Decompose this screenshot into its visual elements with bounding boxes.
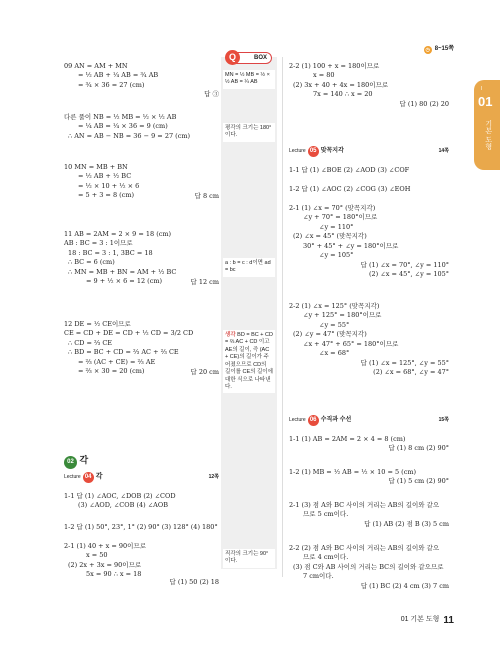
l04-q12 — [64, 523, 219, 532]
line: ∠y + 70° = 180°이므로 — [303, 213, 378, 222]
lecture-04-header — [64, 472, 219, 483]
line: (2) 3x + 40 + 4x = 180이므로 — [293, 80, 389, 89]
line: 2-2 (1) 100 + x = 180이므로 — [289, 62, 380, 70]
box-note: 평각의 크기는 180°이다. — [223, 123, 275, 142]
answer: 답 (1) AB (2) 점 B (3) 5 cm — [364, 519, 449, 528]
line: = ½ AB + ½ BC — [78, 172, 132, 181]
l06-q21 — [289, 501, 449, 529]
l05-q12: 1-2 답 (1) ∠AOC (2) ∠COG (3) ∠EOH — [289, 185, 411, 193]
lecture-06-header — [289, 415, 449, 426]
line: 므로 5 cm이다. — [303, 510, 349, 519]
lecture-title: 맞꼭지각 — [320, 147, 344, 154]
lecture-pages: 14쪽 — [438, 148, 449, 155]
lecture-number: 04 — [83, 472, 94, 483]
line: 므로 4 cm이다. — [303, 553, 349, 562]
line: ∠y = 110° — [319, 222, 354, 231]
box-note: 직각의 크기는 90°이다. — [223, 549, 275, 568]
l04-q22 — [289, 62, 449, 109]
lecture-number: 05 — [308, 146, 319, 157]
line: AB : BC = 3 : 1이므로 — [64, 239, 133, 248]
line: = ⅔ × 30 = 20 (cm) — [78, 367, 145, 376]
answer: (2) ∠x = 45°, ∠y = 105° — [369, 269, 449, 278]
line: = ¾ × 36 = 27 (cm) — [78, 80, 145, 89]
problem-10 — [64, 163, 219, 201]
answer: 답 (1) ∠x = 70°, ∠y = 110° — [360, 260, 449, 269]
answer: 답 (1) 8 cm (2) 90° — [388, 444, 449, 453]
tip-label: 생각 — [225, 332, 236, 338]
line: (2) ∠x = 45° (맞꼭지각) — [293, 232, 367, 241]
chapter-tab — [474, 80, 500, 170]
line: 09 AN = AM + MN — [64, 62, 128, 70]
answer: 답 8 cm — [194, 191, 219, 200]
l04-q11 — [64, 492, 219, 511]
lecture-word: Lecture — [64, 474, 81, 481]
line: ∴ AN = AB − NB = 36 − 9 = 27 (cm) — [68, 131, 191, 140]
line: 7 cm이다. — [303, 572, 334, 581]
line: = 5 + 3 = 8 (cm) — [78, 191, 135, 200]
answer: 답 (1) ∠x = 125°, ∠y = 55° — [360, 358, 449, 367]
l05-q11: 1-1 답 (1) ∠BOE (2) ∠AOD (3) ∠COF — [289, 166, 410, 174]
line: (3) ∠AOD, ∠COB (4) ∠AOB — [78, 501, 168, 510]
line: x = 80 — [313, 71, 335, 80]
page-range: ◷ 8~15쪽 — [425, 46, 454, 53]
line: 1-1 (1) AB = 2AM = 2 × 4 = 8 (cm) — [289, 435, 406, 443]
l06-q12 — [289, 468, 449, 487]
line: 1-2 (1) MB = ½ AB = ½ × 10 = 5 (cm) — [289, 468, 417, 476]
answer: 답 (1) 80 (2) 20 — [399, 99, 449, 108]
line: ∠y = 105° — [319, 251, 354, 260]
line: 18 : BC = 3 : 1, 3BC = 18 — [68, 248, 153, 257]
lecture-word: Lecture — [289, 148, 306, 155]
line: 2-1 (1) 40 + x = 90이므로 — [64, 542, 147, 550]
chapter-number: 01 — [478, 94, 493, 109]
chapter-roman: I — [481, 86, 483, 92]
line: ∴ BC = 6 (cm) — [68, 258, 115, 267]
q-icon: Q — [225, 50, 240, 65]
section-title: 각 — [79, 455, 89, 465]
answer: (2) ∠x = 68°, ∠y = 47° — [373, 367, 449, 376]
line: = ½ × 10 + ½ × 6 — [78, 181, 140, 190]
line: ∴ BD = BC + CD = ⅔ AC + ⅔ CE — [68, 348, 179, 357]
lecture-title: 수직과 수선 — [320, 416, 352, 423]
line: 1-1 답 (1) ∠AOC, ∠DOB (2) ∠COD — [64, 492, 176, 500]
lecture-05-header — [289, 146, 449, 157]
l06-q22 — [289, 544, 449, 591]
line: (3) 점 C와 AB 사이의 거리는 BC의 길이와 같으므로 — [293, 562, 444, 571]
answer: 답 (1) 5 cm (2) 90° — [388, 477, 449, 486]
line: 2-2 (2) 점 A와 BC 사이의 거리는 AB의 길이와 같으 — [289, 544, 440, 552]
line: 5x = 90 ∴ x = 18 — [86, 570, 142, 579]
lecture-number: 06 — [308, 415, 319, 426]
line: 10 MN = MB + BN — [64, 163, 128, 171]
line: 11 AB = 2AM = 2 × 9 = 18 (cm) — [64, 230, 172, 238]
answer: 답 20 cm — [190, 367, 219, 376]
line: (2) 2x + 3x = 90이므로 — [68, 560, 142, 569]
line: 2-1 (1) ∠x = 70° (맞꼭지각) — [289, 204, 376, 212]
l05-q22 — [289, 302, 449, 377]
line: 30° + 45° + ∠y = 180°이므로 — [303, 241, 399, 250]
answer: 답 (1) BC (2) 4 cm (3) 7 cm — [360, 581, 449, 590]
line: 2-2 (1) ∠x = 125° (맞꼭지각) — [289, 302, 380, 310]
clock-icon: ◷ — [425, 47, 430, 53]
line: = 9 + ½ × 6 = 12 (cm) — [86, 277, 163, 286]
lecture-pages: 15쪽 — [438, 417, 449, 424]
problem-11 — [64, 230, 219, 287]
line: 7x = 140 ∴ x = 20 — [313, 90, 373, 99]
line: 12 DE = ½ CE이므로 — [64, 320, 131, 328]
line: (2) ∠y = 47° (맞꼭지각) — [293, 330, 367, 339]
lecture-pages: 12쪽 — [208, 474, 219, 481]
chapter-title: 기본 도형 — [484, 120, 492, 150]
line: ∴ MN = MB + BN = AM + ½ BC — [68, 267, 177, 276]
line: 2-1 (3) 점 A와 BC 사이의 거리는 AB의 길이와 같으 — [289, 501, 440, 509]
l06-q11 — [289, 435, 449, 454]
column-divider — [282, 57, 283, 577]
problem-09 — [64, 62, 219, 100]
answer: 답 12 cm — [190, 277, 219, 286]
section-number: 02 — [64, 456, 77, 469]
box-note: a : b = c : d이면 ad = bc — [223, 258, 275, 277]
answer: 답 ③ — [204, 90, 219, 99]
l04-q21 — [64, 542, 219, 587]
line: ∠x = 68° — [319, 349, 350, 358]
line: ∠y + 125° = 180°이므로 — [303, 311, 382, 320]
l05-q21 — [289, 204, 449, 279]
box-note: MN = ½ MB = ½ × ½ AB = ¼ AB — [223, 70, 275, 89]
page-number: 11 — [443, 614, 454, 626]
line: ∠x + 47° + 65° = 180°이므로 — [303, 339, 399, 348]
line: = ½ AB + ¼ AB = ¾ AB — [78, 71, 159, 80]
alt-solution — [64, 113, 219, 141]
line: = ⅔ (AC + CE) = ⅔ AE — [78, 357, 156, 366]
box-note: 생각 BD = BC + CD = ⅔ AC + CD 이고 AE의 길이, 즉 (AC + CE)의 길이가 주어졌으므로 CD의 길이를 CE의 길이에 대한 식으로 나타낸다. — [223, 330, 275, 393]
lecture-title: 각 — [95, 473, 103, 481]
line: CE = CD + DE = CD + ½ CD = 3/2 CD — [64, 329, 194, 338]
box-label: Q BOX — [228, 52, 272, 64]
lecture-word: Lecture — [289, 417, 306, 424]
section-02 — [64, 455, 88, 469]
line: x = 50 — [86, 551, 108, 560]
footer-text: 01 기본 도형 — [400, 616, 440, 624]
line: 다른 풀이 NB = ½ MB = ½ × ½ AB — [64, 113, 177, 121]
line: ∴ CD = ⅔ CE — [68, 338, 113, 347]
answer: 답 (1) 50 (2) 18 — [169, 577, 219, 586]
line: = ¼ AB = ¼ × 36 = 9 (cm) — [78, 122, 168, 131]
problem-12 — [64, 320, 219, 377]
page-footer — [401, 615, 454, 628]
line: ∠y = 55° — [319, 320, 350, 329]
line: 1-2 답 (1) 50°, 23°, 1° (2) 90° (3) 128° (4) 180° — [64, 523, 218, 531]
